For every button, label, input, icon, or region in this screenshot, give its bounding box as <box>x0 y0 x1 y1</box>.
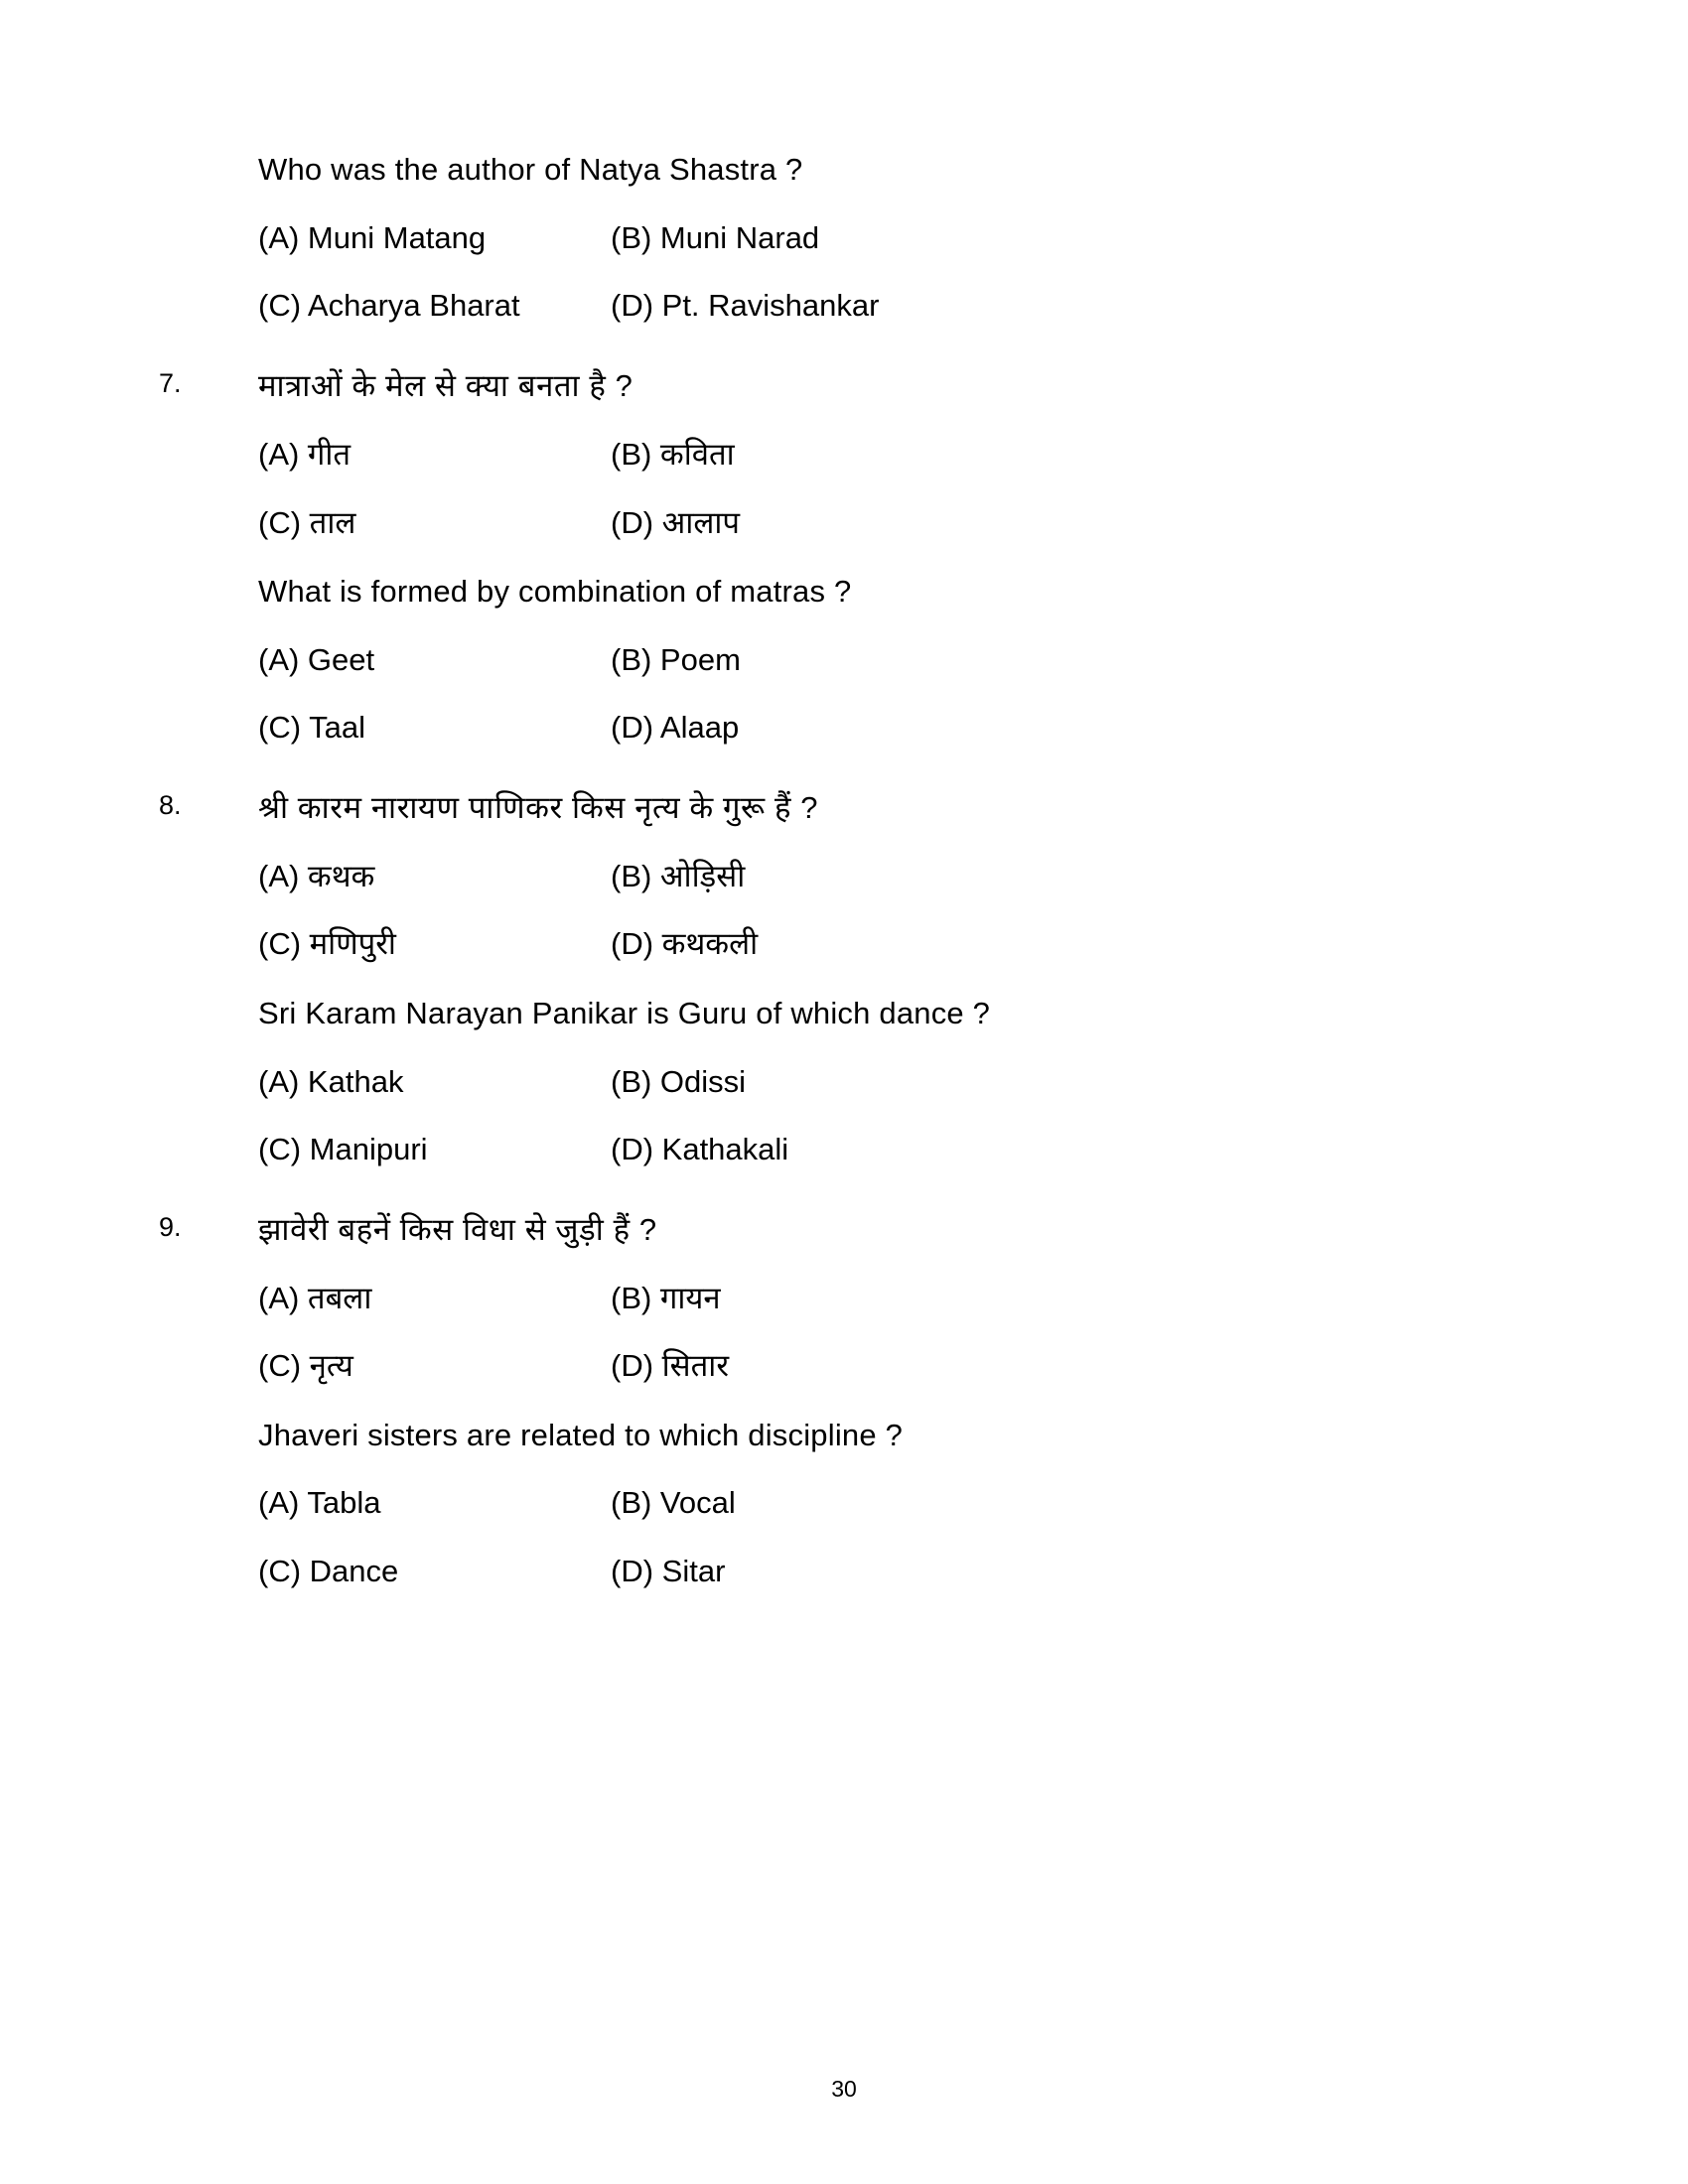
option-b-hindi: (B) ओड़िसी <box>611 859 746 894</box>
option-row <box>258 1552 1460 1591</box>
option-row <box>258 435 1460 475</box>
option-d: (D) Alaap <box>611 710 740 746</box>
option-b: (B) Muni Narad <box>611 219 820 255</box>
option-row <box>258 1062 1460 1102</box>
question-prompt-hindi: श्री कारम नारायण पाणिकर किस नृत्य के गुरू हैं ? <box>258 790 819 826</box>
option-c: (C) Acharya Bharat <box>258 288 520 324</box>
question-block-8 <box>159 787 1460 1169</box>
option-row <box>258 1483 1460 1523</box>
question-block-9 <box>159 1209 1460 1591</box>
question-number: 8. <box>159 790 182 821</box>
option-a-hindi: (A) कथक <box>258 859 375 894</box>
question-block-7 <box>159 365 1460 748</box>
option-row <box>258 924 1460 964</box>
option-row <box>258 857 1460 896</box>
option-c-hindi: (C) नृत्य <box>258 1348 353 1384</box>
option-a: (A) Muni Matang <box>258 219 487 255</box>
question-block <box>258 149 1460 326</box>
option-d: (D) Kathakali <box>611 1131 789 1166</box>
page-number: 30 <box>831 2076 857 2102</box>
option-d-hindi: (D) कथकली <box>611 926 759 962</box>
option-c: (C) Taal <box>258 710 365 746</box>
question-number: 9. <box>159 1212 182 1243</box>
option-b: (B) Odissi <box>611 1063 747 1099</box>
question-prompt-english: What is formed by combination of matras ? <box>258 573 852 609</box>
option-b-hindi: (B) गायन <box>611 1281 721 1316</box>
question-prompt-english: Sri Karam Narayan Panikar is Guru of which dance ? <box>258 995 991 1030</box>
option-d: (D) Sitar <box>611 1553 726 1588</box>
option-d-hindi: (D) आलाप <box>611 504 740 540</box>
option-a: (A) Kathak <box>258 1063 404 1099</box>
option-row <box>258 640 1460 680</box>
option-row <box>258 1346 1460 1386</box>
option-c-hindi: (C) ताल <box>258 504 356 540</box>
option-c: (C) Manipuri <box>258 1131 428 1166</box>
option-b-hindi: (B) कविता <box>611 437 735 473</box>
option-d-hindi: (D) सितार <box>611 1348 730 1384</box>
option-a: (A) Tabla <box>258 1485 381 1521</box>
option-c-hindi: (C) मणिपुरी <box>258 926 396 962</box>
option-d: (D) Pt. Ravishankar <box>611 288 880 324</box>
option-b: (B) Poem <box>611 641 741 677</box>
option-a-hindi: (A) गीत <box>258 437 352 473</box>
option-a: (A) Geet <box>258 641 375 677</box>
option-row <box>258 1279 1460 1318</box>
question-prompt-hindi: मात्राओं के मेल से क्या बनता है ? <box>258 368 633 404</box>
question-number: 7. <box>159 368 182 399</box>
option-b: (B) Vocal <box>611 1485 736 1521</box>
option-row <box>258 1130 1460 1169</box>
option-a-hindi: (A) तबला <box>258 1281 372 1316</box>
option-row <box>258 218 1460 258</box>
question-prompt-hindi: झावेरी बहनें किस विधा से जुड़ी हैं ? <box>258 1212 657 1248</box>
option-row <box>258 708 1460 748</box>
option-row <box>258 503 1460 543</box>
question-prompt-english: Who was the author of Natya Shastra ? <box>258 152 803 187</box>
question-prompt-english: Jhaveri sisters are related to which discipline ? <box>258 1417 904 1452</box>
option-row <box>258 286 1460 326</box>
option-c: (C) Dance <box>258 1553 399 1588</box>
